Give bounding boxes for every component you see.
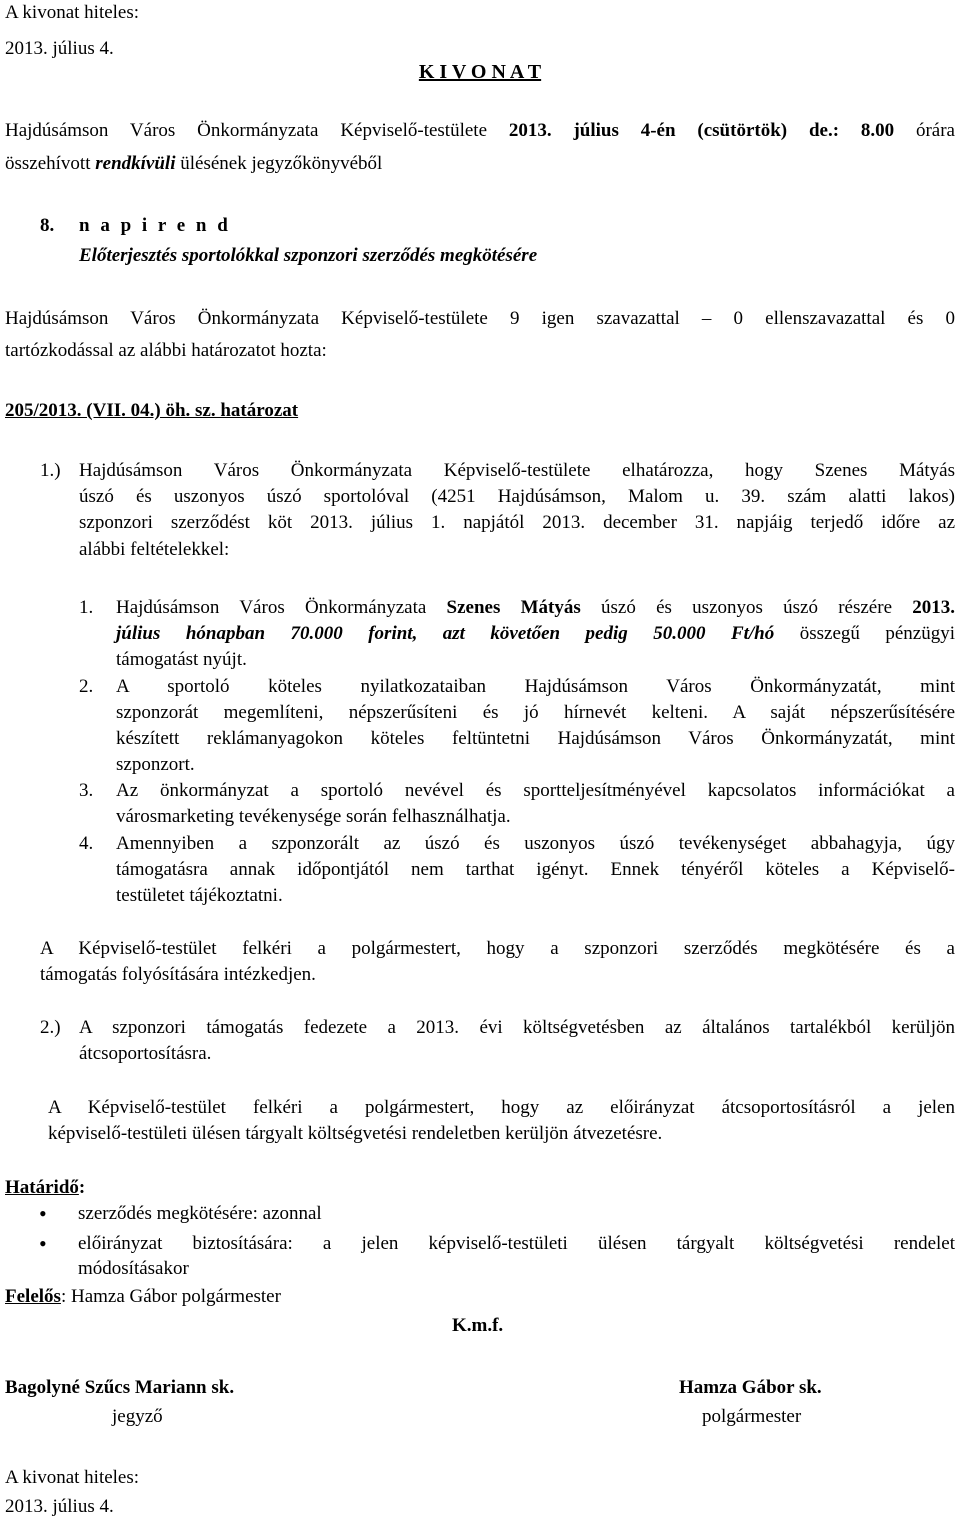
condition-2-line: készített reklámanyagokon köteles feltüntetni Hajdúsámson Város Önkormányzatát, mint <box>116 728 955 749</box>
point2-number: 2.) <box>40 1017 61 1038</box>
mayor-request-2-line: képviselő-testületi ülésen tárgyalt költségvetési rendeletben kerüljön átvezetésre. <box>48 1123 663 1144</box>
condition-3-number: 3. <box>79 780 94 801</box>
mayor-request-1-line: A Képviselő-testület felkéri a polgármestert, hogy a szponzori szerződés megkötésére és a <box>40 938 955 959</box>
condition-4-line: testületet tájékoztatni. <box>116 885 283 906</box>
condition-3-line: Az önkormányzat a sportoló nevével és sportteljesítményével kapcsolatos információkat a <box>116 780 955 801</box>
condition-1-line: Hajdúsámson Város Önkormányzata Szenes Mátyás úszó és uszonyos úszó részére 2013. <box>116 597 955 618</box>
deadline-heading: Határidő: <box>5 1177 86 1198</box>
point1-line: szponzori szerződést köt 2013. július 1. napjától 2013. december 31. napjáig terjedő időre az <box>79 512 955 533</box>
point1-line: Hajdúsámson Város Önkormányzata Képviselő-testülete elhatározza, hogy Szenes Mátyás <box>79 460 955 481</box>
deadline-list <box>5 1201 955 1281</box>
condition-4-line: támogatásra annak időpontjától nem tarthat igényt. Ennek tényéről köteles a Képviselő- <box>116 859 955 880</box>
agenda-number: 8. <box>40 215 55 236</box>
condition-4-line: Amennyiben a szponzorált az úszó és uszonyos úszó tevékenységet abbahagyja, úgy <box>116 833 955 854</box>
vote-line-1: Hajdúsámson Város Önkormányzata Képviselő-testülete 9 igen szavazattal – 0 ellenszavazattal és 0 <box>5 308 955 329</box>
certified-date: 2013. július 4. <box>5 38 114 59</box>
list-item: • előirányzat biztosítására: a jelen képviselő-testületi ülésen tárgyalt költségvetési rendelet módosításakor <box>5 1231 955 1281</box>
point1-line: alábbi feltételekkel: <box>79 539 230 560</box>
footer-certified-label: A kivonat hiteles: <box>5 1467 140 1488</box>
footer-certified-date: 2013. július 4. <box>5 1496 114 1517</box>
list-item: • szerződés megkötésére: azonnal <box>5 1201 955 1231</box>
agenda-subject: Előterjesztés sportolókkal szponzori szerződés megkötésére <box>79 245 538 266</box>
condition-2-line: szponzorát megemlíteni, népszerűsíteni és jó hírnevét kelteni. A saját népszerűsítésére <box>116 702 955 723</box>
kmf-label: K.m.f. <box>452 1315 504 1336</box>
condition-2-line: A sportoló köteles nyilatkozataiban Hajdúsámson Város Önkormányzatát, mint <box>116 676 955 697</box>
document-title: K I V O N A T <box>418 61 542 83</box>
point2-line: átcsoportosításra. <box>79 1043 212 1064</box>
resolution-id: 205/2013. (VII. 04.) öh. sz. határozat <box>5 400 299 421</box>
right-signatory-role: polgármester <box>702 1406 802 1427</box>
mayor-request-2-line: A Képviselő-testület felkéri a polgármestert, hogy az előirányzat átcsoportosításról a jelen <box>48 1097 955 1118</box>
condition-1-line: július hónapban 70.000 forint, azt követően pedig 50.000 Ft/hó összegű pénzügyi <box>116 623 955 644</box>
condition-2-line: szponzort. <box>116 754 195 775</box>
responsible-line: Felelős: Hamza Gábor polgármester <box>5 1286 281 1307</box>
right-signatory-name: Hamza Gábor sk. <box>679 1377 822 1398</box>
left-signatory-role: jegyző <box>112 1406 163 1427</box>
condition-2-number: 2. <box>79 676 94 697</box>
intro-line-2: összehívott rendkívüli ülésének jegyzőkönyvéből <box>5 153 383 174</box>
point1-line: úszó és uszonyos úszó sportolóval (4251 Hajdúsámson, Malom u. 39. szám alatti lakos) <box>79 486 955 507</box>
condition-1-line: támogatást nyújt. <box>116 649 247 670</box>
condition-1-number: 1. <box>79 597 94 618</box>
condition-4-number: 4. <box>79 833 94 854</box>
point1-number: 1.) <box>40 460 61 481</box>
vote-line-2: tartózkodással az alábbi határozatot hozta: <box>5 340 327 361</box>
agenda-label: n a p i r e n d <box>79 215 231 236</box>
intro-line-1: Hajdúsámson Város Önkormányzata Képviselő-testülete 2013. július 4-én (csütörtök) de.: 8.00 órára <box>5 120 955 141</box>
point2-line: A szponzori támogatás fedezete a 2013. évi költségvetésben az általános tartalékból kerüljön <box>79 1017 955 1038</box>
left-signatory-name: Bagolyné Szűcs Mariann sk. <box>5 1377 235 1398</box>
certified-label: A kivonat hiteles: <box>5 2 140 23</box>
condition-3-line: városmarketing tevékenysége során felhasználhatja. <box>116 806 511 827</box>
mayor-request-1-line: támogatás folyósítására intézkedjen. <box>40 964 316 985</box>
